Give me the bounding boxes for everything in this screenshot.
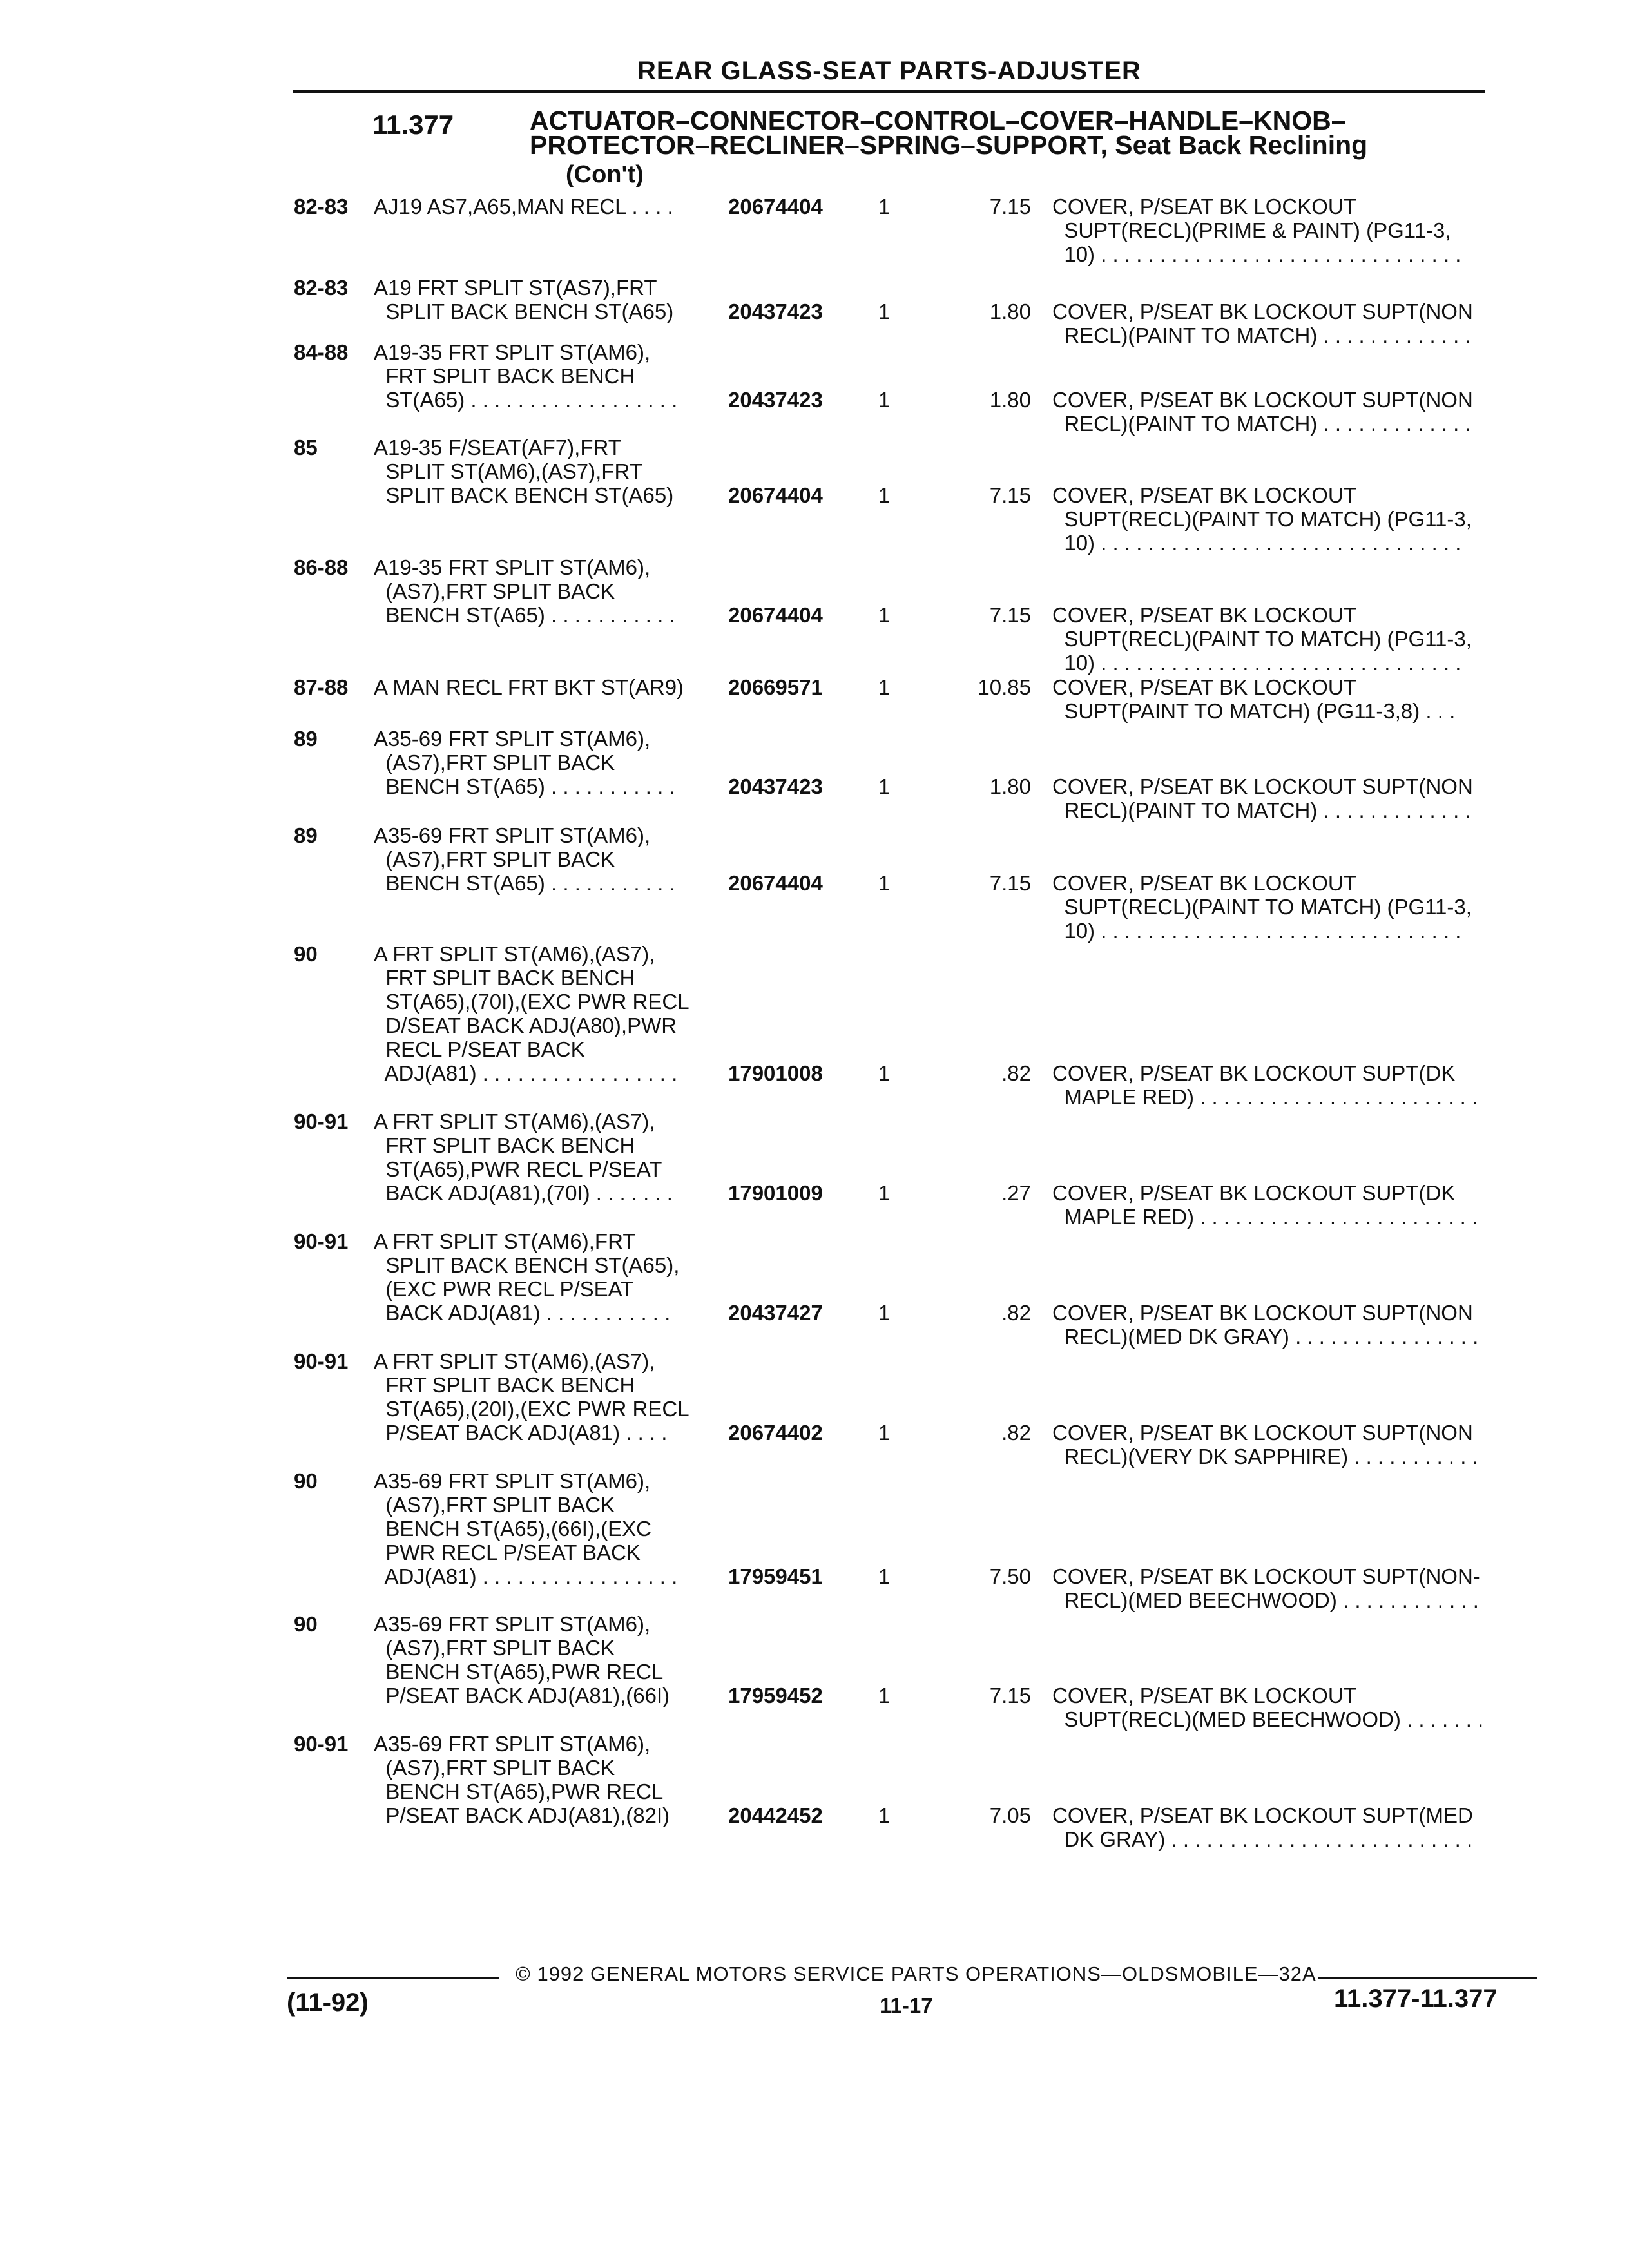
price: 7.15: [989, 483, 1031, 507]
part-description: COVER, P/SEAT BK LOCKOUT SUPT(NON RECL)(PAINT TO MATCH) . . . . . . . . . . . . .: [1052, 388, 1473, 436]
part-number: 20442452: [728, 1803, 823, 1827]
application-description: A35-69 FRT SPLIT ST(AM6), (AS7),FRT SPLIT BACK BENCH ST(A65),(66I),(EXC PWR RECL P/SEAT BACK ADJ(A81) . . . . . . . . . . . . . . . . .: [374, 1469, 678, 1588]
part-description: COVER, P/SEAT BK LOCKOUT SUPT(RECL)(MED BEECHWOOD) . . . . . . .: [1052, 1684, 1484, 1731]
price: 7.15: [989, 871, 1031, 895]
part-description: COVER, P/SEAT BK LOCKOUT SUPT(NON- RECL)(MED BEECHWOOD) . . . . . . . . . . . .: [1052, 1564, 1480, 1612]
part-number: 17959452: [728, 1684, 823, 1707]
model-years: 84-88: [294, 340, 349, 364]
quantity: 1: [878, 1803, 891, 1827]
quantity: 1: [878, 483, 891, 507]
part-description: COVER, P/SEAT BK LOCKOUT SUPT(RECL)(PAINT TO MATCH) (PG11-3, 10) . . . . . . . . . . . . . . . . . . . . . . . . . . . . . . .: [1052, 483, 1472, 555]
model-years: 90-91: [294, 1110, 349, 1133]
part-number: 20674404: [728, 871, 823, 895]
part-number: 17959451: [728, 1564, 823, 1588]
quantity: 1: [878, 871, 891, 895]
quantity: 1: [878, 603, 891, 627]
application-description: AJ19 AS7,A65,MAN RECL . . . .: [374, 195, 673, 218]
quantity: 1: [878, 1061, 891, 1085]
part-description: COVER, P/SEAT BK LOCKOUT SUPT(NON RECL)(PAINT TO MATCH) . . . . . . . . . . . . .: [1052, 300, 1473, 347]
part-description: COVER, P/SEAT BK LOCKOUT SUPT(RECL)(PRIME & PAINT) (PG11-3, 10) . . . . . . . . . . . . . . . . . . . . . . . . . . . . . . .: [1052, 195, 1461, 266]
quantity: 1: [878, 675, 891, 699]
part-description: COVER, P/SEAT BK LOCKOUT SUPT(NON RECL)(VERY DK SAPPHIRE) . . . . . . . . . . .: [1052, 1421, 1478, 1468]
application-description: A19 FRT SPLIT ST(AS7),FRT SPLIT BACK BENCH ST(A65): [374, 276, 674, 323]
part-number: 20669571: [728, 675, 823, 699]
footer-date: (11-92): [287, 1988, 369, 2017]
model-years: 86-88: [294, 555, 349, 579]
page-header-title: REAR GLASS-SEAT PARTS-ADJUSTER: [637, 57, 1141, 85]
model-years: 90: [294, 942, 318, 966]
price: 7.15: [989, 603, 1031, 627]
section-title: [530, 106, 1483, 160]
model-years: 90-91: [294, 1349, 349, 1373]
quantity: 1: [878, 300, 891, 323]
footer-section-range: 11.377-11.377: [1334, 1984, 1498, 2013]
application-description: A FRT SPLIT ST(AM6),FRT SPLIT BACK BENCH ST(A65), (EXC PWR RECL P/SEAT BACK ADJ(A81) . . . . . . . . . . .: [374, 1229, 680, 1325]
model-years: 82-83: [294, 195, 349, 218]
quantity: 1: [878, 1181, 891, 1205]
model-years: 89: [294, 727, 318, 751]
application-description: A35-69 FRT SPLIT ST(AM6), (AS7),FRT SPLIT BACK BENCH ST(A65),PWR RECL P/SEAT BACK ADJ(A81),(66I): [374, 1612, 670, 1707]
price: 7.50: [989, 1564, 1031, 1588]
price: 1.80: [989, 300, 1031, 323]
section-number: 11.377: [372, 110, 454, 140]
price: 1.80: [989, 388, 1031, 412]
footer-rule-left: [287, 1977, 499, 1979]
part-description: COVER, P/SEAT BK LOCKOUT SUPT(MED DK GRAY) . . . . . . . . . . . . . . . . . . . . . . . . . .: [1052, 1803, 1473, 1851]
application-description: A19-35 FRT SPLIT ST(AM6), (AS7),FRT SPLIT BACK BENCH ST(A65) . . . . . . . . . . .: [374, 555, 675, 627]
section-title-line-2: PROTECTOR–RECLINER–SPRING–SUPPORT, Seat Back Reclining: [530, 130, 1368, 160]
price: 10.85: [978, 675, 1031, 699]
application-description: A19-35 FRT SPLIT ST(AM6), FRT SPLIT BACK BENCH ST(A65) . . . . . . . . . . . . . . . . . .: [374, 340, 678, 412]
header-rule: [293, 90, 1485, 93]
section-continued: (Con't): [566, 161, 644, 188]
quantity: 1: [878, 195, 891, 218]
part-number: 17901008: [728, 1061, 823, 1085]
model-years: 90: [294, 1469, 318, 1493]
footer-page-number: 11-17: [880, 1994, 933, 2017]
price: .82: [1001, 1301, 1031, 1325]
application-description: A35-69 FRT SPLIT ST(AM6), (AS7),FRT SPLIT BACK BENCH ST(A65) . . . . . . . . . . .: [374, 823, 675, 895]
application-description: A FRT SPLIT ST(AM6),(AS7), FRT SPLIT BACK BENCH ST(A65),PWR RECL P/SEAT BACK ADJ(A81),(70I) . . . . . . .: [374, 1110, 673, 1205]
price: 7.15: [989, 195, 1031, 218]
quantity: 1: [878, 1684, 891, 1707]
quantity: 1: [878, 1564, 891, 1588]
quantity: 1: [878, 1301, 891, 1325]
application-description: A FRT SPLIT ST(AM6),(AS7), FRT SPLIT BACK BENCH ST(A65),(70I),(EXC PWR RECL D/SEAT BACK ADJ(A80),PWR RECL P/SEAT BACK ADJ(A81) . . . . . . . . . . . . . . . . .: [374, 942, 689, 1085]
part-number: 20437427: [728, 1301, 823, 1325]
application-description: A35-69 FRT SPLIT ST(AM6), (AS7),FRT SPLIT BACK BENCH ST(A65) . . . . . . . . . . .: [374, 727, 675, 798]
price: .82: [1001, 1421, 1031, 1445]
part-description: COVER, P/SEAT BK LOCKOUT SUPT(NON RECL)(MED DK GRAY) . . . . . . . . . . . . . . . .: [1052, 1301, 1479, 1349]
part-number: 20674404: [728, 603, 823, 627]
model-years: 89: [294, 823, 318, 847]
part-number: 20437423: [728, 388, 823, 412]
part-number: 20674404: [728, 195, 823, 218]
part-description: COVER, P/SEAT BK LOCKOUT SUPT(RECL)(PAINT TO MATCH) (PG11-3, 10) . . . . . . . . . . . . . . . . . . . . . . . . . . . . . . .: [1052, 603, 1472, 675]
model-years: 82-83: [294, 276, 349, 300]
part-number: 20437423: [728, 300, 823, 323]
model-years: 90: [294, 1612, 318, 1636]
price: 7.15: [989, 1684, 1031, 1707]
model-years: 90-91: [294, 1732, 349, 1756]
model-years: 90-91: [294, 1229, 349, 1253]
part-description: COVER, P/SEAT BK LOCKOUT SUPT(NON RECL)(PAINT TO MATCH) . . . . . . . . . . . . .: [1052, 774, 1473, 822]
model-years: 87-88: [294, 675, 349, 699]
model-years: 85: [294, 436, 318, 459]
footer-rule-right: [1318, 1977, 1537, 1979]
part-number: 20437423: [728, 774, 823, 798]
part-description: COVER, P/SEAT BK LOCKOUT SUPT(DK MAPLE RED) . . . . . . . . . . . . . . . . . . . . . . . .: [1052, 1181, 1478, 1229]
footer-copyright: © 1992 GENERAL MOTORS SERVICE PARTS OPERATIONS—OLDSMOBILE—32A: [516, 1963, 1316, 1985]
part-number: 17901009: [728, 1181, 823, 1205]
price: 1.80: [989, 774, 1031, 798]
price: 7.05: [989, 1803, 1031, 1827]
price: .27: [1001, 1181, 1031, 1205]
part-description: COVER, P/SEAT BK LOCKOUT SUPT(RECL)(PAINT TO MATCH) (PG11-3, 10) . . . . . . . . . . . . . . . . . . . . . . . . . . . . . . .: [1052, 871, 1472, 943]
quantity: 1: [878, 388, 891, 412]
application-description: A FRT SPLIT ST(AM6),(AS7), FRT SPLIT BACK BENCH ST(A65),(20I),(EXC PWR RECL P/SEAT BACK ADJ(A81) . . . .: [374, 1349, 689, 1445]
section-title-line-1: ACTUATOR–CONNECTOR–CONTROL–COVER–HANDLE–KNOB–: [530, 106, 1346, 135]
application-description: A35-69 FRT SPLIT ST(AM6), (AS7),FRT SPLIT BACK BENCH ST(A65),PWR RECL P/SEAT BACK ADJ(A81),(82I): [374, 1732, 670, 1827]
part-description: COVER, P/SEAT BK LOCKOUT SUPT(PAINT TO MATCH) (PG11-3,8) . . .: [1052, 675, 1456, 723]
part-number: 20674402: [728, 1421, 823, 1445]
price: .82: [1001, 1061, 1031, 1085]
application-description: A19-35 F/SEAT(AF7),FRT SPLIT ST(AM6),(AS7),FRT SPLIT BACK BENCH ST(A65): [374, 436, 674, 507]
part-number: 20674404: [728, 483, 823, 507]
quantity: 1: [878, 774, 891, 798]
part-description: COVER, P/SEAT BK LOCKOUT SUPT(DK MAPLE RED) . . . . . . . . . . . . . . . . . . . . . . . .: [1052, 1061, 1478, 1109]
quantity: 1: [878, 1421, 891, 1445]
application-description: A MAN RECL FRT BKT ST(AR9): [374, 675, 684, 699]
